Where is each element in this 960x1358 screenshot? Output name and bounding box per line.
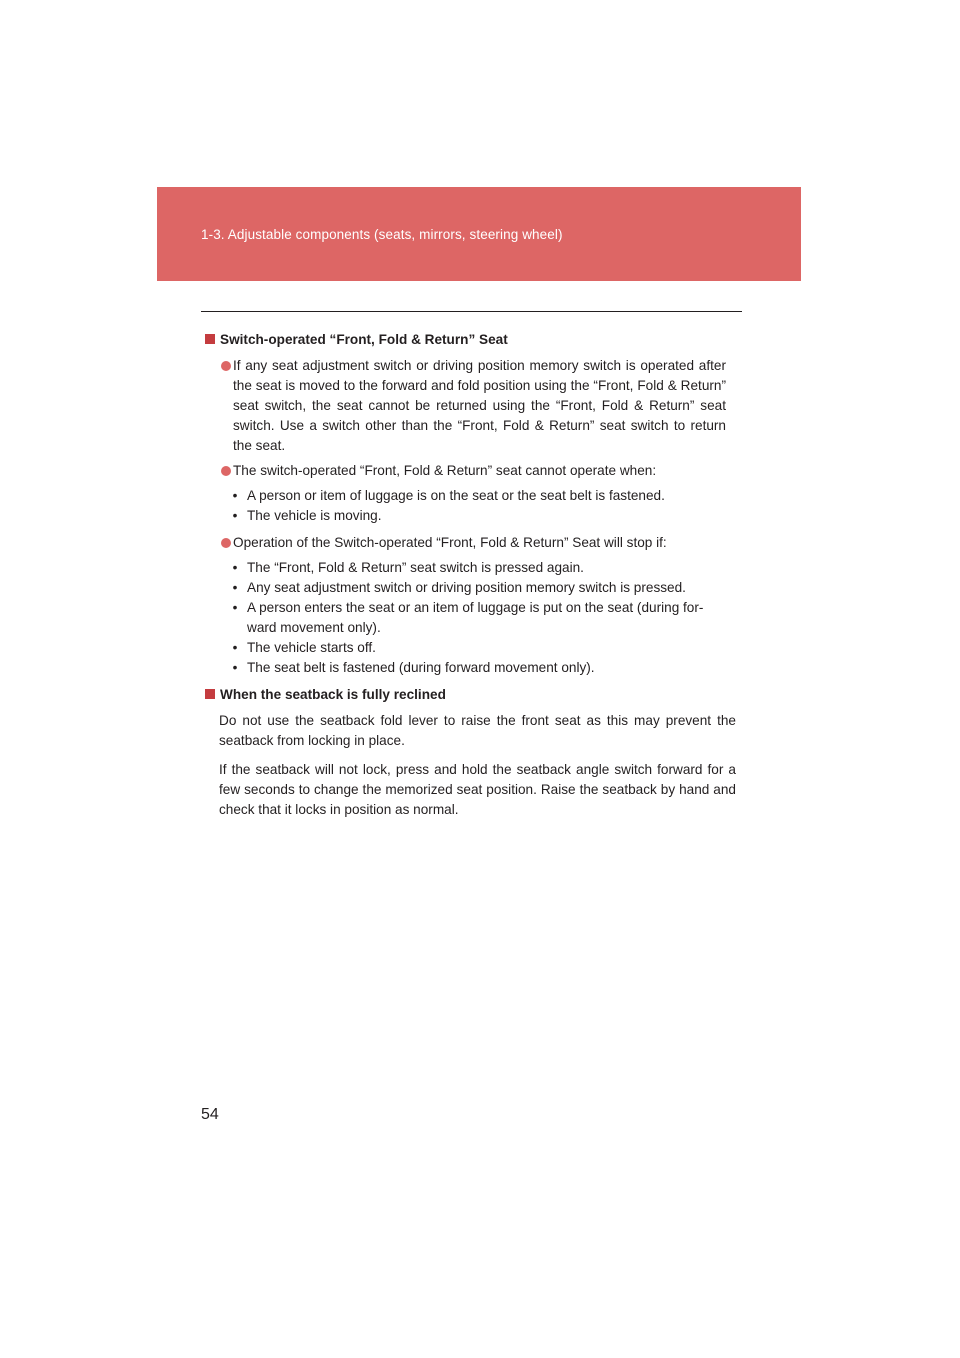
page-content — [201, 330, 742, 829]
sub-item-text: The vehicle is moving. — [247, 508, 382, 523]
sub-bullet-icon: • — [232, 660, 238, 675]
square-bullet-icon — [205, 334, 215, 344]
bullet-item — [201, 461, 742, 481]
section-seatback-reclined — [201, 685, 742, 820]
section-title: 1-3. Adjustable components (seats, mirrors, steering wheel) — [201, 227, 563, 242]
section-heading — [205, 330, 742, 350]
sub-list-item — [201, 638, 742, 658]
sub-list — [201, 486, 742, 526]
circle-bullet-icon — [221, 361, 231, 371]
circle-bullet-icon — [221, 538, 231, 548]
section-heading — [205, 685, 742, 705]
bullet-item — [201, 533, 742, 553]
section-heading-text: When the seatback is fully reclined — [220, 687, 446, 702]
section-heading-text: Switch-operated “Front, Fold & Return” Seat — [220, 332, 508, 347]
sub-item-text: A person or item of luggage is on the seat or the seat belt is fastened. — [247, 488, 665, 503]
bullet-text: The switch-operated “Front, Fold & Return” seat cannot operate when: — [233, 463, 657, 478]
sub-bullet-icon: • — [232, 640, 238, 655]
body-paragraph: Do not use the seatback fold lever to raise the front seat as this may prevent the seatback from locking in place. — [219, 713, 736, 748]
sub-bullet-icon: • — [232, 580, 238, 595]
sub-list-item — [201, 486, 742, 506]
sub-bullet-icon: • — [232, 488, 238, 503]
bullet-text: If any seat adjustment switch or driving position memory switch is operated after the seat is moved to the forward and fold position using the “Front, Fold & Return” seat switch, the seat cannot be returned using the “Front, Fold & Return” seat switch. Use a switch other than the “Front, Fold & Return” seat switch to return the seat. — [233, 358, 726, 453]
sub-list — [201, 558, 742, 678]
sub-list-item — [201, 558, 742, 578]
section-front-fold-return — [201, 330, 742, 678]
sub-bullet-icon: • — [232, 560, 238, 575]
sub-item-text: The vehicle starts off. — [247, 640, 376, 655]
circle-bullet-icon — [221, 466, 231, 476]
sub-item-text: Any seat adjustment switch or driving position memory switch is pressed. — [247, 580, 686, 595]
bullet-item — [201, 356, 742, 456]
bullet-text: Operation of the Switch-operated “Front, Fold & Return” Seat will stop if: — [233, 535, 667, 550]
page-number: 54 — [201, 1106, 219, 1123]
sub-item-text: The seat belt is fastened (during forward movement only). — [247, 660, 595, 675]
section-header-band — [157, 187, 801, 281]
square-bullet-icon — [205, 689, 215, 699]
body-paragraph: If the seatback will not lock, press and hold the seatback angle switch forward for a few seconds to change the memorized seat position. Raise the seatback by hand and check that it locks in position as normal. — [219, 762, 736, 817]
sub-list-item — [201, 506, 742, 526]
sub-list-item — [201, 658, 742, 678]
sub-item-text: The “Front, Fold & Return” seat switch is pressed again. — [247, 560, 584, 575]
sub-bullet-icon: • — [232, 600, 238, 615]
sub-item-text: A person enters the seat or an item of luggage is put on the seat (during for-ward movement only). — [247, 600, 704, 635]
sub-bullet-icon: • — [232, 508, 238, 523]
sub-list-item — [201, 578, 742, 598]
sub-list-item — [201, 598, 742, 638]
divider-rule — [201, 311, 742, 312]
